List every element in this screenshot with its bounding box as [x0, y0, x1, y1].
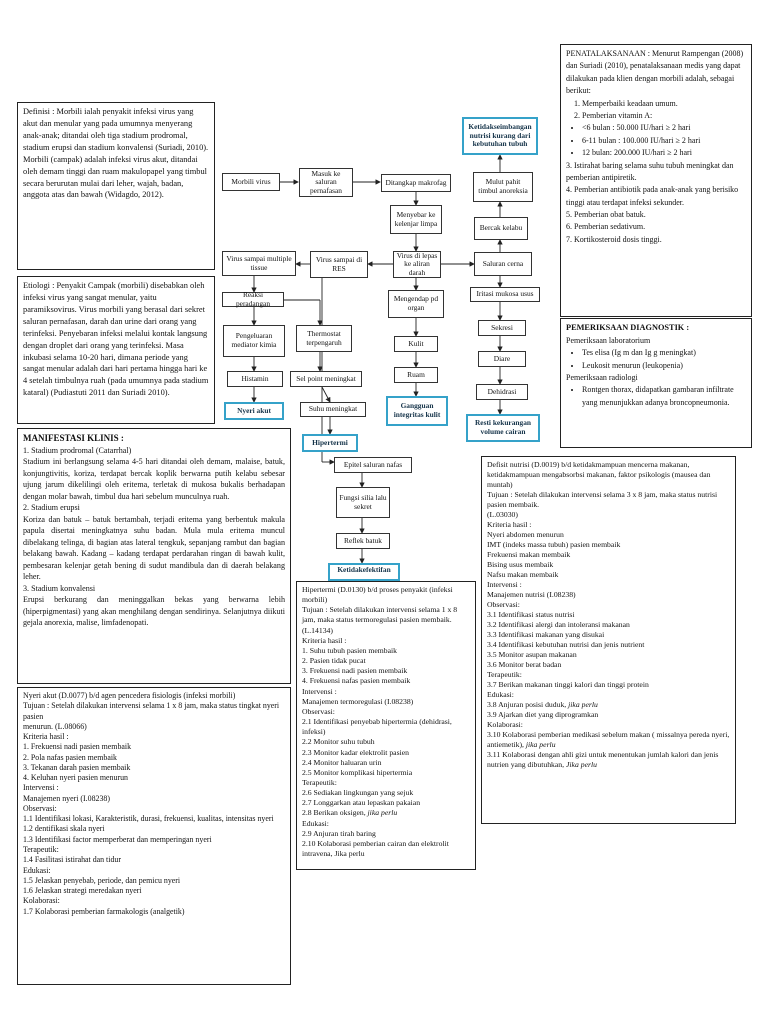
definisi-box [17, 102, 215, 270]
node-pengeluaran-mediator: Pengeluaran mediator kimia [223, 325, 285, 357]
defisit-line: IMT (indeks massa tubuh) pasien membaik [487, 540, 621, 549]
hipertermi-line: 2.2 Monitor suhu tubuh [302, 737, 375, 747]
penatalaksanaan-box [560, 44, 752, 317]
hipertermi-line: 4. Frekuensi nafas pasien membaik [302, 676, 411, 686]
node-ketidakseimbangan-nutrisi: Ketidakseimbangan nutrisi kurang dari kebutuhan tubuh [462, 117, 538, 155]
stadium-prodromal-text: Stadium ini berlangsung selama 4-5 hari ditandai oleh demam, malaise, batuk, konjungtivitis, koriza, terdapat bercak koplik berwarna putih kelabu sebesar ujung jarum dikelilingi oleh eritema, terletak di mukosa bukalis berhadapan dengan molar bawah, timbul dua hari sebelum munculnya ruah. [23, 457, 285, 501]
defisit-line: Intervensi : [487, 580, 522, 589]
defisit-line: Terapeutik: [487, 670, 522, 679]
defisit-line: 3.2 Identifikasi alergi dan intoleransi makanan [487, 620, 630, 629]
defisit-line: 3.3 Identifikasi makanan yang disukai [487, 630, 605, 639]
node-virus-res: Virus sampai di RES [310, 251, 368, 278]
stadium-prodromal-title: 1. Stadium prodromal (Catarrhal) [23, 445, 132, 455]
node-menyebar-limpa: Menyebar ke kelenjar limpa [390, 205, 442, 234]
node-iritasi-mukosa: Iritasi mukosa usus [470, 287, 540, 302]
node-mengendap-organ: Mengendap pd organ [388, 290, 444, 318]
nyeri-line: 1.6 Jelaskan strategi meredakan nyeri [23, 886, 142, 896]
node-sekresi: Sekresi [478, 320, 526, 336]
stadium-konvalensi-title: 3. Stadium konvalensi [23, 583, 96, 593]
pemeriksaan-lab: Pemeriksaan laboratorium [566, 335, 651, 345]
node-ditangkap-makrofag: Ditangkap makrofag [381, 174, 451, 192]
hipertermi-line-text: 2.8 Berikan oksigen, [302, 808, 366, 818]
hipertermi-line: Tujuan : Setelah dilakukan intervensi selama 1 x 8 jam, maka status termoregulasi pasien membaik. (L.14134) [302, 605, 458, 635]
node-mulut-pahit: Mulut pahit timbul anoreksia [473, 172, 533, 202]
defisit-line: Bising usus membaik [487, 560, 554, 569]
defisit-line: Edukasi: [487, 690, 514, 699]
defisit-line: Manajemen nutrisi (I.08238) [487, 590, 576, 599]
hipertermi-line: 2.5 Monitor komplikasi hipertermia [302, 767, 413, 777]
defisit-line: 3.7 Berikan makanan tinggi kalori dan tinggi protein [487, 680, 649, 689]
vitamin-dose: • 12 bulan: 200.000 IU/hari ≥ 2 hari [582, 147, 746, 159]
nyeri-line: Manajemen nyeri (I.08238) [23, 793, 110, 803]
hipertermi-line: 2.3 Monitor kadar elektrolit pasien [302, 747, 409, 757]
defisit-line-text: 3.8 Anjuran posisi duduk, [487, 700, 567, 709]
hipertermi-line: Intervensi : [302, 686, 337, 696]
jika-perlu-note: Jika perlu [566, 760, 597, 769]
penatalaksanaan-item: 2. Pemberian vitamin A: [574, 110, 653, 120]
defisit-line: Kolaborasi: [487, 720, 523, 729]
hipertermi-line: Observasi: [302, 706, 335, 716]
penatalaksanaan-item: 7. Kortikosteroid dosis tinggi. [566, 234, 662, 244]
etiologi-box [17, 276, 215, 424]
penatalaksanaan-intro: PENATALAKSANAAN : Menurut Rampengan (2008) dan Suriadi (2010), penatalaksanaan medis yang dapat dilakukan pada klien dengan morbili adalah, sebagai berikut: [566, 49, 744, 96]
etiologi-text: Etiologi : Penyakit Campak (morbili) disebabkan oleh infeksi virus yang sangat menular, yaitu paramiksovirus. Virus morbili yang berasal dari sekret saluran pernafasan, darah dan urine dari orang yang terinfeksi. Penyebaran infeksi melalui kontak langsung dengan droplet dari orang yang terinfeksi. Masa inkubasi selama 10-20 hari, dimana periode yang sangat menular adalah dari hari pertama hingga hari ke 4 setelah timbulnya ruah (pada umumnya pada stadium kataral) (Pudiastuti 2011 dan Suriadi 2010). [23, 281, 209, 398]
defisit-line: Nyeri abdomen menurun [487, 530, 564, 539]
nyeri-line: 1. Frekuensi nadi pasien membaik [23, 742, 132, 752]
node-gangguan-integritas: Gangguan integritas kulit [386, 396, 448, 426]
defisit-line: (L.03030) [487, 510, 518, 519]
node-reflek-batuk: Reflek batuk [336, 533, 390, 549]
hipertermi-line: Hipertermi (D.0130) b/d proses penyakit (infeksi morbili) [302, 585, 453, 605]
defisit-line [487, 730, 730, 750]
pemeriksaan-item: • Rontgen thorax, didapatkan gambaran infiltrate yang menunjukkan adanya broncopneumonia. [582, 384, 746, 409]
penatalaksanaan-item: 5. Pemberian obat batuk. [566, 210, 646, 220]
hipertermi-line: 2.10 Kolaborasi pemberian cairan dan elektrolit intravena, Jika perlu [302, 838, 449, 859]
node-morbili-virus: Morbili virus [222, 173, 280, 191]
node-ketidakefektifan: Ketidakefektifan [328, 563, 400, 581]
defisit-line: Kriteria hasil : [487, 520, 532, 529]
vitamin-dose: • 6-11 bulan : 100.000 IU/hari ≥ 2 hari [582, 135, 746, 147]
defisit-line [487, 750, 730, 770]
hipertermi-line [302, 808, 470, 818]
nyeri-line: 3. Tekanan darah pasien membaik [23, 762, 131, 772]
node-thermostat: Thermostat terpengaruh [296, 325, 352, 352]
pemeriksaan-box [560, 318, 752, 448]
pemeriksaan-title: PEMERIKSAAN DIAGNOSTIK : [566, 323, 690, 332]
nyeri-line: Edukasi: [23, 865, 51, 875]
defisit-line: Frekuensi makan membaik [487, 550, 571, 559]
defisit-line: 3.1 Identifikasi status nutrisi [487, 610, 575, 619]
stadium-erupsi-title: 2. Stadium erupsi [23, 503, 80, 513]
stadium-konvalensi-text: Erupsi berkurang dan meninggalkan bekas yang berwarna lebih (hiperpigmentasi) yang akan menghilang dengan sendirinya. Selanjutnya diikuti gejala anorexia, malise, limfadenopati. [23, 595, 285, 628]
hipertermi-line: 1. Suhu tubuh pasien membaik [302, 645, 398, 655]
nyeri-line: 4. Keluhan nyeri pasien menurun [23, 773, 128, 783]
node-masuk-saluran: Masuk ke saluran pernafasan [299, 168, 353, 197]
node-suhu-meningkat: Suhu meningkat [300, 402, 366, 417]
jika-perlu-note: jika perlu [367, 808, 398, 818]
hipertermi-line: 2.6 Sediakan lingkungan yang sejuk [302, 788, 414, 798]
vitamin-dose: • <6 bulan : 50.000 IU/hari ≥ 2 hari [582, 122, 746, 134]
manifestasi-box [17, 428, 291, 684]
node-nyeri-akut: Nyeri akut [224, 402, 284, 420]
nyeri-line: Intervensi : [23, 783, 59, 793]
node-ruam: Ruam [394, 367, 438, 383]
nyeri-line: 2. Pola nafas pasien membaik [23, 752, 118, 762]
penatalaksanaan-item: 6. Pemberian sedativum. [566, 222, 646, 232]
hipertermi-line: 3. Frekuensi nadi pasien membaik [302, 666, 408, 676]
stadium-erupsi-text: Koriza dan batuk – batuk bertambah, terjadi eritema yang berbentuk makula papula disertai meningkatnya suhu badan. Mula mula eritema muncul dibelakang telinga, di bagian atas lateral tengkuk, sepanjang rambut dan bagian belakang bawah. Kadang – kadang terdapat perdarahan ringan di bawah kulit, pembesaran kelenjar getah bening di sudut mandibula dan di daerah belakang leher. [23, 514, 285, 582]
node-sel-point: Sel point meningkat [290, 371, 362, 387]
nyeri-line: Nyeri akut (D.0077) b/d agen pencedera fisiologis (infeksi morbili) [23, 691, 236, 700]
nyeri-line: Kriteria hasil : [23, 732, 69, 742]
hipertermi-line: 2.1 Identifikasi penyebab hipertermia (dehidrasi, infeksi) [302, 717, 452, 737]
defisit-line: Tujuan : Setelah dilakukan intervensi selama 3 x 8 jam, maka status nutrisi pasien membaik. [487, 490, 718, 509]
defisit-line-text: 3.10 Kolaborasi pemberian medikasi sebelum makan ( missalnya pereda nyeri, antiemetik), [487, 730, 730, 749]
defisit-line: 3.9 Ajarkan diet yang diprogramkan [487, 710, 599, 719]
node-bercak-kelabu: Bercak kelabu [474, 217, 528, 240]
pemeriksaan-item: • Leukosit menurun (leukopenia) [582, 360, 746, 372]
hipertermi-line: 2.4 Monitor haluaran urin [302, 757, 382, 767]
node-saluran-cerna: Saluran cerna [474, 252, 532, 276]
defisit-line: 3.6 Monitor berat badan [487, 660, 562, 669]
defisit-line [487, 700, 730, 710]
node-diare: Diare [478, 351, 526, 367]
node-hipertermi: Hipertermi [302, 434, 358, 452]
hipertermi-box [296, 581, 476, 870]
nyeri-line: 1.7 Kolaborasi pemberian farmakologis (analgetik) [23, 906, 185, 916]
nyeri-line: 1.3 Identifikasi factor memperberat dan memperingan nyeri [23, 834, 212, 844]
defisit-line: Nafsu makan membaik [487, 570, 559, 579]
node-reaksi-peradangan: Reaksi peradangan [222, 292, 284, 307]
hipertermi-line: Manajemen termoregulasi (I.08238) [302, 696, 414, 706]
penatalaksanaan-item: 1. Memperbaiki keadaan umum. [574, 98, 678, 108]
defisit-line: 3.4 Identifikasi kebutuhan nutrisi dan jenis nutrient [487, 640, 645, 649]
node-resti-volume-cairan: Resti kekurangan volume cairan [466, 414, 540, 442]
nyeri-line: 1.4 Fasilitasi istirahat dan tidur [23, 855, 121, 865]
node-kulit: Kulit [394, 336, 438, 352]
nyeri-akut-box [17, 687, 291, 985]
nyeri-line: Kolaborasi: [23, 896, 60, 906]
defisit-line-text: 3.11 Kolaborasi dengan ahli gizi untuk menentukan jumlah kalori dan jenis nutrien yang dibutuhkan, [487, 750, 719, 769]
defisit-nutrisi-box [481, 456, 736, 824]
jika-perlu-note: jika perlu [525, 740, 556, 749]
hipertermi-line: 2. Pasien tidak pucat [302, 656, 366, 666]
node-virus-multiple: Virus sampai multiple tissue [222, 251, 296, 276]
node-virus-lepas: Virus di lepas ke aliran darah [393, 251, 441, 278]
nyeri-line: 1.5 Jelaskan penyebab, periode, dan pemicu nyeri [23, 875, 181, 885]
hipertermi-line: Kriteria hasil : [302, 635, 347, 645]
hipertermi-line: 2.9 Anjuran tirah baring [302, 828, 376, 838]
nyeri-line: Observasi: [23, 803, 57, 813]
node-fungsi-silia: Fungsi silia lalu sekret [336, 487, 390, 518]
defisit-line: Observasi: [487, 600, 520, 609]
hipertermi-line: 2.7 Longgarkan atau lepaskan pakaian [302, 798, 421, 808]
hipertermi-line: Terapeutik: [302, 777, 337, 787]
node-dehidrasi: Dehidrasi [476, 384, 528, 400]
definisi-text: Definisi : Morbili ialah penyakit infeksi virus yang akut dan menular yang pada umumnya menyerang anak-anak; ditandai oleh tiga stadium prodromal, stadium erupsi dan stadium konvalensi (Suriadi, 2010). Morbili (campak) adalah infeksi virus akut, ditandai oleh demam tinggi dan ruam makulopapel yang timbul secara berurutan mulai dari leher, wajah, badan, anggota atas dan bawah (Widagdo, 2012). [23, 107, 209, 200]
nyeri-line: 1.1 Identifikasi lokasi, Karakteristik, durasi, frekuensi, kualitas, intensitas nyeri [23, 814, 274, 824]
manifestasi-title: MANIFESTASI KLINIS : [23, 433, 124, 443]
penatalaksanaan-item: 4. Pemberian antibiotik pada anak-anak yang berisiko tinggi atau terdapat infeksi sekunder. [566, 185, 739, 207]
jika-perlu-note: jika perlu [568, 700, 598, 709]
node-histamin: Histamin [227, 371, 283, 387]
pemeriksaan-item: • Tes elisa (Ig m dan Ig g meningkat) [582, 347, 746, 359]
nyeri-line: Terapeutik: [23, 844, 59, 854]
node-epitel-saluran-nafas: Epitel saluran nafas [334, 457, 412, 473]
defisit-line: 3.5 Monitor asupan makanan [487, 650, 577, 659]
nyeri-line: menurun. (L.08066) [23, 721, 87, 731]
hipertermi-line: Edukasi: [302, 818, 329, 828]
penatalaksanaan-item: 3. Istirahat baring selama suhu tubuh meningkat dan pemberian antipiretik. [566, 160, 734, 182]
defisit-line: Defisit nutrisi (D.0019) b/d ketidakmampuan mencerna makanan, ketidakmampuan mengabsorbsi makanan, faktor psikologis (mausea dan muntah) [487, 460, 711, 489]
nyeri-line: Tujuan : Setelah dilakukan intervensi selama 1 x 8 jam, maka status tingkat nyeri pasien [23, 701, 280, 721]
pemeriksaan-radiologi: Pemeriksaan radiologi [566, 373, 638, 383]
nyeri-line: 1.2 dentifikasi skala nyeri [23, 824, 105, 834]
